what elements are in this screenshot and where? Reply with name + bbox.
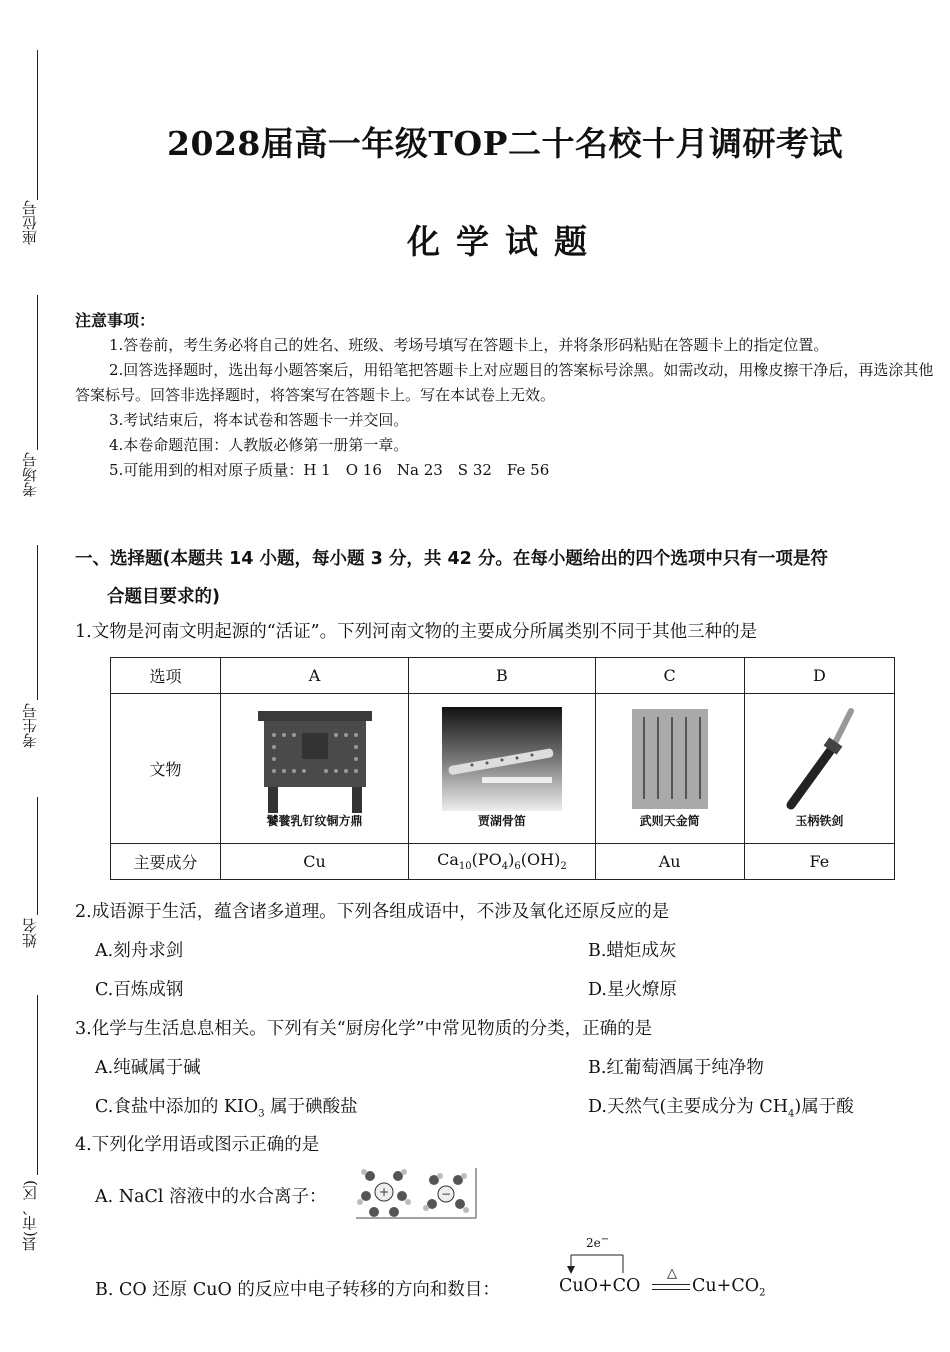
header-cell: C (595, 658, 744, 694)
q3-option-d (588, 1093, 854, 1120)
formula-part: ) (508, 850, 515, 870)
q3-c-sub: 3 (258, 1108, 265, 1120)
artifact-a-cell (220, 694, 408, 844)
exam-title: 2028届高一年级TOP二十名校十月调研考试 (167, 124, 843, 163)
bone-flute-image (442, 707, 562, 831)
seat-label: 座位号 (21, 200, 39, 245)
q4-option-b: B. CO 还原 CuO 的反应中电子转移的方向和数目： (95, 1280, 500, 1300)
q2-option-b: B.蜡炬成灰 (588, 941, 677, 961)
q2-option-a: A.刻舟求剑 (95, 941, 184, 961)
artifact-table (110, 657, 895, 880)
note-item: 1.答卷前，考生务必将自己的姓名、班级、考场号填写在答题卡上，并将条形码粘贴在答题卡上的指定位置。 (109, 336, 829, 354)
section-line-1: 一、选择题(本题共 14 小题，每小题 3 分，共 42 分。在每小题给出的四个选项中只有一项是符 (75, 549, 828, 569)
header-cell: B (409, 658, 595, 694)
formula-part: Ca (437, 850, 459, 870)
gold-slip-drawing (630, 707, 710, 811)
note-item: 5.可能用到的相对原子质量：H 1 O 16 Na 23 S 32 Fe 56 (109, 461, 550, 479)
hydrated-ion-diagram (354, 1166, 478, 1220)
q3-c-text-2: 属于碘酸盐 (264, 1097, 358, 1117)
header-cell: 选项 (111, 658, 221, 694)
gold-slip-image (630, 707, 710, 831)
comp-a-cell: Cu (220, 844, 408, 880)
heat-condition: △ (667, 1266, 677, 1281)
bronze-ding-drawing (250, 707, 380, 815)
artifact-d-cell (744, 694, 894, 844)
section-heading (75, 540, 937, 616)
q3-option-a: A.纯碱属于碱 (95, 1058, 201, 1078)
row-label-cell: 文物 (111, 694, 221, 844)
exam-room-label: 考场号 (21, 452, 39, 497)
artifact-caption: 玉柄铁剑 (795, 813, 844, 828)
note-item: 3.考试结束后，将本试卷和答题卡一并交回。 (109, 411, 409, 429)
margin-line (37, 797, 38, 915)
q3-option-b: B.红葡萄酒属于纯净物 (588, 1058, 764, 1078)
q2-option-c: C.百炼成钢 (95, 980, 184, 1000)
q3-d-sub: 4 (788, 1108, 795, 1120)
header-cell: A (220, 658, 408, 694)
q3-d-text: D.天然气(主要成分为 CH (588, 1097, 789, 1117)
bronze-ding-image (250, 707, 380, 831)
binding-margin (0, 0, 60, 1352)
table-header-row (111, 658, 895, 694)
section-line-2: 合题目要求的) (107, 587, 220, 607)
reaction-equals-sign (652, 1284, 690, 1290)
artifact-caption: 饕餮乳钉纹铜方鼎 (266, 813, 363, 828)
iron-sword-image (779, 707, 859, 831)
equation-right-sub: 2 (759, 1287, 766, 1299)
formula-sub: 10 (458, 861, 472, 873)
table-artifact-row (111, 694, 895, 844)
note-item: 4.本卷命题范围：人教版必修第一册第一章。 (109, 436, 409, 454)
exam-no-label: 考生号 (21, 703, 39, 748)
equation-left: CuO+CO (559, 1276, 641, 1296)
formula-sub: 2 (560, 861, 567, 873)
q3-stem: 3.化学与生活息息相关。下列有关“厨房化学”中常见物质的分类，正确的是 (75, 1019, 653, 1039)
margin-line (37, 995, 38, 1175)
artifact-c-cell (595, 694, 744, 844)
margin-line (37, 50, 38, 200)
equation-right (692, 1276, 765, 1299)
q2-option-d: D.星火燎原 (588, 980, 677, 1000)
artifact-b-cell (409, 694, 595, 844)
q3-d-text-2: )属于酸 (794, 1097, 854, 1117)
margin-line (37, 545, 38, 700)
electron-count: 2e (586, 1236, 601, 1250)
equation-right-text: Cu+CO (692, 1276, 760, 1296)
q3-option-c (95, 1093, 358, 1120)
q4-stem: 4.下列化学用语或图示正确的是 (75, 1135, 320, 1155)
artifact-caption: 武则天金简 (639, 813, 700, 828)
q3-c-text: C.食盐中添加的 KIO (95, 1097, 259, 1117)
header-cell: D (744, 658, 894, 694)
exam-subtitle: 化学试题 (407, 222, 603, 261)
margin-line (37, 295, 38, 450)
electron-charge: − (600, 1234, 610, 1245)
electron-count-label (586, 1234, 609, 1250)
comp-b-cell (409, 844, 595, 880)
notes-block (75, 308, 935, 483)
svg-text:−: − (440, 1187, 452, 1201)
q2-stem: 2.成语源于生活，蕴含诸多道理。下列各组成语中，不涉及氧化还原反应的是 (75, 902, 670, 922)
q1-stem: 1.文物是河南文明起源的“活证”。下列河南文物的主要成分所属类别不同于其他三种的是 (75, 622, 758, 642)
bone-flute-drawing (442, 707, 562, 811)
comp-d-cell: Fe (744, 844, 894, 880)
county-label: 县(市、区) (21, 1180, 39, 1252)
svg-text:+: + (378, 1185, 390, 1199)
iron-sword-drawing (779, 707, 859, 811)
formula-part: (PO (471, 850, 502, 870)
notes-heading: 注意事项： (75, 311, 156, 330)
table-component-row (111, 844, 895, 880)
q4-option-a: A. NaCl 溶液中的水合离子： (95, 1187, 327, 1207)
note-item: 2.回答选择题时，选出每小题答案后，用铅笔把答题卡上对应题目的答案标号涂黑。如需改动，用橡皮擦干净后，再选涂其他答案标号。回答非选择题时，将答案写在答题卡上。写在本试卷上无效。 (75, 361, 934, 404)
comp-c-cell: Au (595, 844, 744, 880)
name-label: 姓名 (21, 918, 39, 948)
comp-label-cell: 主要成分 (111, 844, 221, 880)
formula-sub: 4 (501, 861, 509, 873)
artifact-caption: 贾湖骨笛 (477, 813, 526, 828)
formula-part: (OH) (520, 850, 561, 870)
formula-sub: 6 (514, 861, 521, 873)
